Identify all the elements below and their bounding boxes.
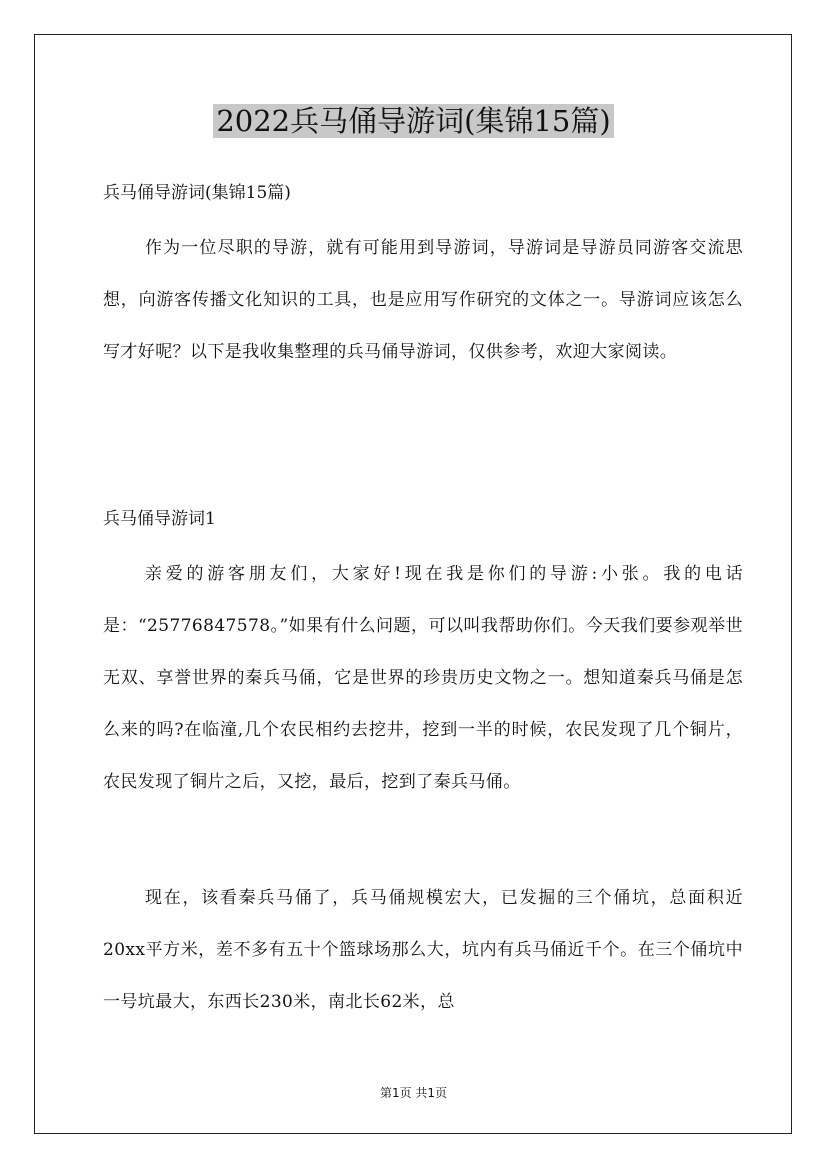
section-heading: 兵马俑导游词1 [103, 509, 216, 529]
body-paragraph-2: 现在，该看秦兵马俑了，兵马俑规模宏大，已发掘的三个俑坑，总面积近20xx平方米，差不多有五十个篮球场那么大，坑内有兵马俑近千个。在三个俑坑中一号坑最大，东西长230米，南北长62米，总 [103, 888, 743, 1012]
document-title-text: 2022兵马俑导游词(集锦15篇) [213, 104, 613, 138]
page-footer: 第1页 共1页 [379, 1086, 448, 1100]
intro-paragraph: 作为一位尽职的导游，就有可能用到导游词，导游词是导游员同游客交流思想，向游客传播文化知识的工具，也是应用写作研究的文体之一。导游词应该怎么写才好呢？以下是我收集整理的兵马俑导游词，仅供参考，欢迎大家阅读。 [103, 238, 743, 362]
document-title [0, 100, 827, 142]
document-subtitle: 兵马俑导游词(集锦15篇) [103, 183, 291, 203]
body-paragraph-1: 亲爱的游客朋友们，大家好!现在我是你们的导游:小张。我的电话是：“25776847578。”如果有什么问题，可以叫我帮助你们。今天我们要参观举世无双、享誉世界的秦兵马俑，它是世界的珍贵历史文物之一。想知道秦兵马俑是怎么来的吗?在临潼,几个农民相约去挖井，挖到一半的时候，农民发现了几个铜片，农民发现了铜片之后，又挖，最后，挖到了秦兵马俑。 [103, 564, 743, 792]
